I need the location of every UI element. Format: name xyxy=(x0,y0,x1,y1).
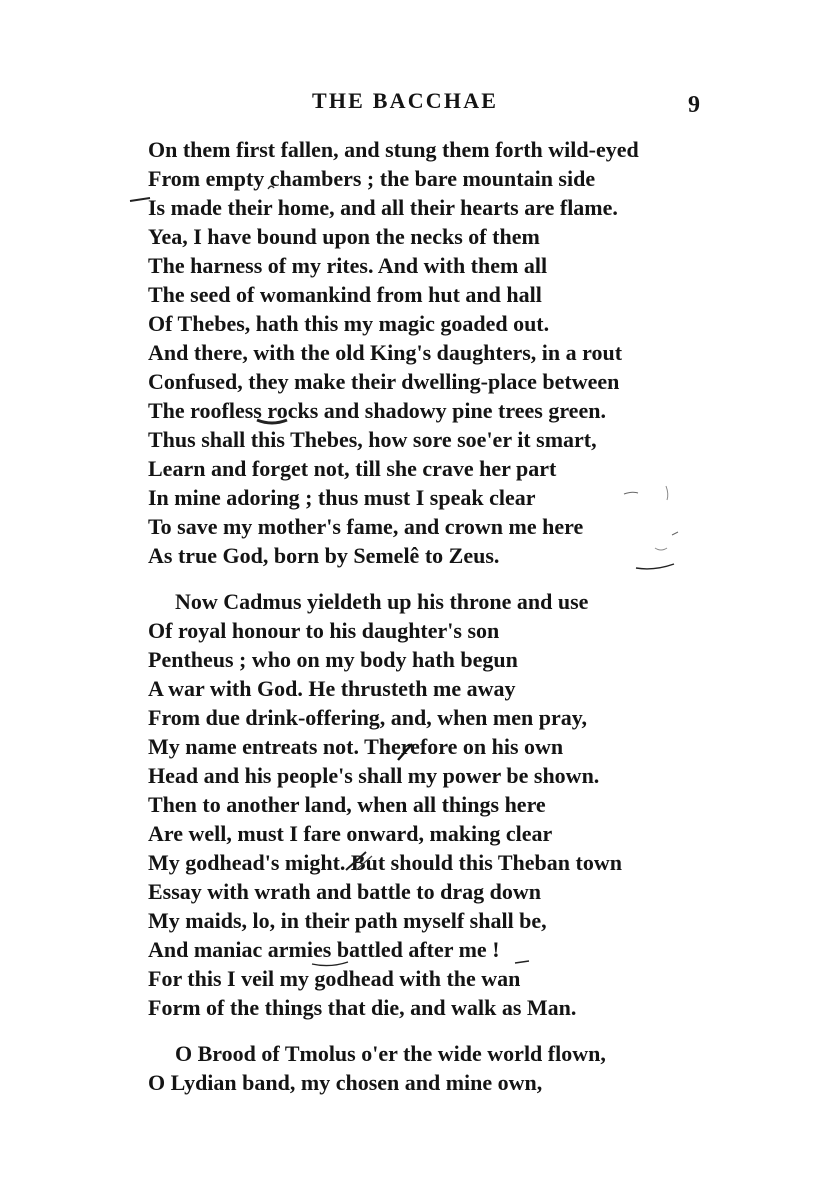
running-head: THE BACCHAE xyxy=(312,88,499,113)
page-number: 9 xyxy=(688,92,700,118)
pencil-stroke xyxy=(636,564,674,569)
verse-line: My godhead's might. But should this Theban town xyxy=(148,850,622,875)
verse-line: My name entreats not. Therefore on his own xyxy=(148,734,564,759)
verse-line: The seed of womankind from hut and hall xyxy=(148,282,542,307)
verse-line: To save my mother's fame, and crown me here xyxy=(148,514,584,539)
verse-line: Of Thebes, hath this my magic goaded out. xyxy=(148,311,550,336)
verse-line: Are well, must I fare onward, making clear xyxy=(148,821,553,846)
verse-line: Now Cadmus yieldeth up his throne and use xyxy=(175,589,589,614)
verse-line: O Lydian band, my chosen and mine own, xyxy=(148,1070,543,1095)
verse-line: Of royal honour to his daughter's son xyxy=(148,618,500,643)
verse-line: O Brood of Tmolus o'er the wide world flown, xyxy=(175,1041,606,1066)
verse-line: Thus shall this Thebes, how sore soe'er it smart, xyxy=(148,427,597,452)
verse-line: Learn and forget not, till she crave her part xyxy=(148,456,557,481)
pencil-stroke xyxy=(130,198,150,201)
verse-line: Essay with wrath and battle to drag down xyxy=(148,879,541,904)
verse-line: Form of the things that die, and walk as Man. xyxy=(148,995,577,1020)
verse-line: The harness of my rites. And with them all xyxy=(148,253,548,278)
verse-line: The roofless rocks and shadowy pine trees green. xyxy=(148,398,606,423)
verse-line: In mine adoring ; thus must I speak clear xyxy=(148,485,536,510)
verse-line: Yea, I have bound upon the necks of them xyxy=(148,224,540,249)
pencil-stroke xyxy=(666,486,668,500)
verse-line: Confused, they make their dwelling-place between xyxy=(148,369,620,394)
verse-line: Is made their home, and all their hearts are flame. xyxy=(148,195,618,220)
verse-line: On them first fallen, and stung them forth wild-eyed xyxy=(148,137,639,162)
pencil-stroke xyxy=(672,532,678,535)
verse-line: And maniac armies battled after me ! xyxy=(148,937,500,962)
verse-line: A war with God. He thrusteth me away xyxy=(148,676,516,701)
verse-line: Head and his people's shall my power be shown. xyxy=(148,763,600,788)
verse-line: From due drink-offering, and, when men pray, xyxy=(148,705,588,730)
pencil-stroke xyxy=(515,961,529,963)
verse-line: From empty chambers ; the bare mountain side xyxy=(148,166,596,191)
verse-line: Then to another land, when all things here xyxy=(148,792,546,817)
pencil-stroke xyxy=(655,548,667,550)
verse-line: My maids, lo, in their path myself shall be, xyxy=(148,908,547,933)
verse-line: As true God, born by Semelê to Zeus. xyxy=(148,543,500,568)
verse-line: Pentheus ; who on my body hath begun xyxy=(148,647,518,672)
verse-line: For this I veil my godhead with the wan xyxy=(148,966,521,991)
pencil-stroke xyxy=(624,492,638,494)
verse-line: And there, with the old King's daughters, in a rout xyxy=(148,340,623,365)
